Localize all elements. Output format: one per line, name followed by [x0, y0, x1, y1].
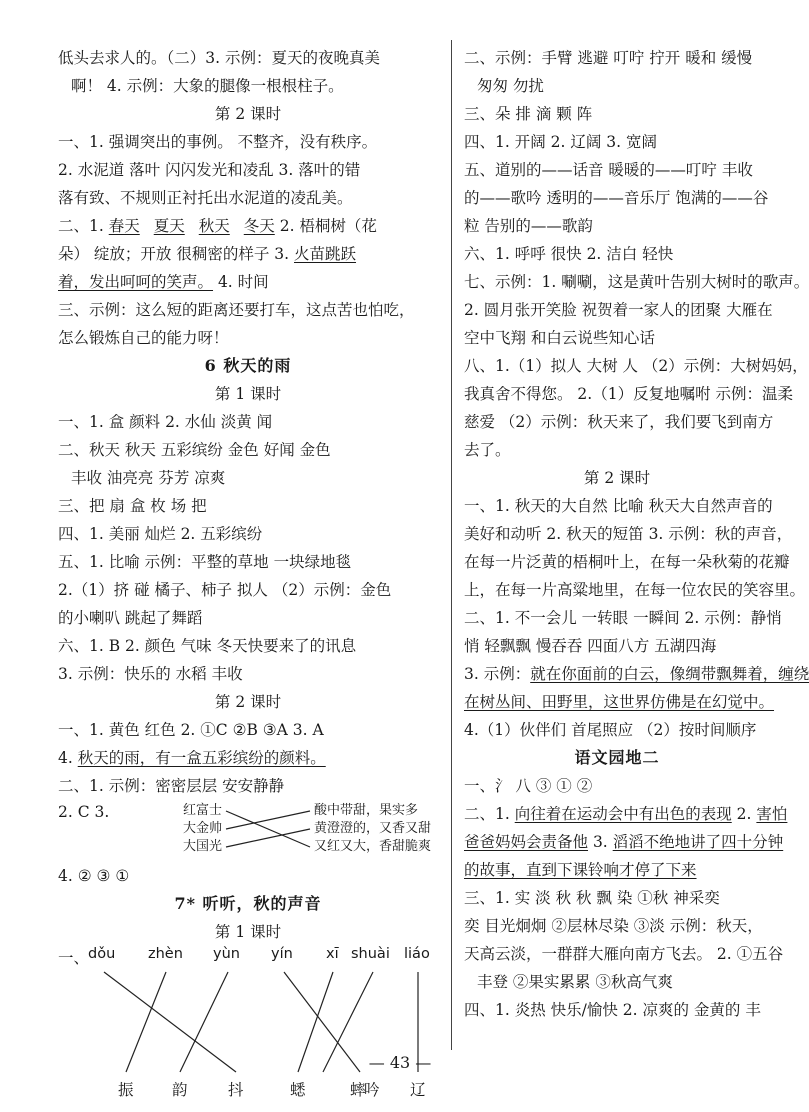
answer-line: 2.（1）挤 碰 橘子、柿子 拟人 （2）示例：金色 [58, 581, 392, 599]
match-left-item: 大金帅 [182, 821, 222, 836]
answer-line: 五、1. 比喻 示例：平整的草地 一块绿地毯 [58, 553, 352, 571]
underlined-answer: 火苗跳跃 [294, 245, 357, 263]
answer-line: 匆匆 勿扰 [477, 77, 544, 95]
answer-line: 去了。 [464, 441, 511, 459]
answer-line: 丰登 ②果实累累 ③秋高气爽 [477, 973, 673, 991]
answer-line [464, 688, 775, 716]
underlined-answer: 的故事，直到下课铃响才停了下来 [464, 861, 697, 879]
answer-line: 悄 轻飘飘 慢吞吞 四面八方 五湖四海 [464, 637, 717, 655]
left-column [58, 44, 438, 1106]
underlined-answer: 着，发出呵呵的笑声。 [58, 273, 214, 291]
answer-line [58, 268, 438, 296]
answer-line: 三、示例：这么短的距离还要打车，这点苦也怕吃， [58, 301, 415, 319]
hanzi-char: 韵 [172, 1081, 188, 1099]
matching-exercise [58, 800, 438, 862]
answer-line: 2. 水泥道 落叶 闪闪发光和凌乱 3. 落叶的错 [58, 161, 361, 179]
match-left-item: 红富士 [182, 803, 222, 818]
answer-line [464, 856, 770, 884]
answer-line [58, 744, 438, 772]
match-lines [224, 800, 312, 860]
hanzi-char: 蟋 [290, 1081, 306, 1099]
answer-text: 2. [731, 805, 757, 823]
answer-line: 三、1. 实 淡 秋 秋 飘 染 ①秋 神采奕 [464, 889, 720, 907]
page-number: — 43 — [368, 1053, 432, 1072]
answer-line: 一、1. 强调突出的事例。 不整齐，没有秩序。 [58, 133, 378, 151]
answer-line: 上，在每一片高粱地里，在每一位农民的笑容里。 [464, 581, 806, 599]
lesson-title: 6 秋天的雨 [204, 356, 292, 375]
answer-text: 4. 时间 [213, 273, 269, 291]
hanzi-char: 辽 [410, 1081, 426, 1099]
answer-text: 二、1. [58, 217, 109, 235]
hanzi-char: 抖 [228, 1081, 244, 1099]
answer-line: 六、1. 呼呼 很快 2. 洁白 轻快 [464, 245, 674, 263]
answer-text: 3. [588, 833, 613, 851]
answer-line: 落有致、不规则正衬托出水泥道的凌乱美。 [58, 189, 353, 207]
lesson-title: 7* 听听，秋的声音 [174, 894, 322, 913]
underlined-answer: 春天 [108, 217, 140, 235]
answer-line: 粒 告别的——歌韵 [464, 217, 593, 235]
answer-line: 的小喇叭 跳起了舞蹈 [58, 609, 203, 627]
lesson-heading: 第 2 课时 [214, 105, 282, 123]
answer-line: 四、1. 开阔 2. 辽阔 3. 宽阔 [464, 133, 658, 151]
answer-line: 一、氵 八 ③ ① ② [464, 777, 593, 795]
answer-line: 怎么锻炼自己的能力呀！ [58, 329, 229, 347]
hanzi-char: 蟀 [350, 1081, 366, 1099]
match-right-item: 酸中带甜，果实多 [314, 803, 419, 818]
column-divider [451, 40, 452, 1050]
pinyin-syllable: zhèn [148, 946, 183, 962]
answer-line: 五、道别的——话音 暖暖的——叮咛 丰收 [464, 161, 753, 179]
answer-line: 六、1. B 2. 颜色 气味 冬天快要来了的讯息 [58, 637, 357, 655]
pinyin-syllable: xī [326, 946, 339, 962]
answer-line: 的——歌吟 透明的——音乐厅 饱满的——谷 [464, 189, 769, 207]
answer-line: 慈爱 （2）示例：秋天来了，我们要飞到南方 [464, 413, 774, 431]
answer-line [58, 212, 438, 240]
right-column [464, 44, 809, 1024]
answer-line [464, 660, 809, 688]
pinyin-syllable: liáo [404, 946, 430, 962]
lesson-heading: 第 1 课时 [214, 923, 282, 941]
answer-line: 啊！ 4. 示例：大象的腿像一根根柱子。 [71, 77, 344, 95]
section-title: 语文园地二 [574, 748, 660, 767]
pinyin-prefix: 一、 [58, 949, 90, 967]
answer-line: 3. 示例：快乐的 水稻 丰收 [58, 665, 243, 683]
lesson-heading: 第 1 课时 [214, 385, 282, 403]
answer-line [464, 828, 784, 856]
answer-line: 四、1. 美丽 灿烂 2. 五彩缤纷 [58, 525, 263, 543]
match-left-item: 大国光 [182, 839, 222, 854]
answer-line: 我真舍不得您。 2.（1）反复地嘱咐 示例：温柔 [464, 385, 794, 403]
pinyin-syllable: yùn [213, 946, 240, 962]
answer-line: 丰收 油亮亮 芬芳 凉爽 [71, 469, 226, 487]
answer-line: 空中飞翔 和白云说些知心话 [464, 329, 655, 347]
answer-line [464, 800, 788, 828]
answer-line: 七、示例：1. 唰唰，这是黄叶告别大树时的歌声。 [464, 273, 809, 291]
answer-line: 4. ② ③ ① [58, 867, 130, 885]
answer-line: 二、1. 不一会儿 一转眼 一瞬间 2. 示例：静悄 [464, 609, 782, 627]
underlined-answer: 夏天 [153, 217, 185, 235]
pinyin-syllable: yín [271, 946, 293, 962]
match-right-item: 黄澄澄的，又香又甜 [314, 821, 432, 836]
answer-line: 在每一片泛黄的梧桐叶上，在每一朵秋菊的花瓣 [464, 553, 790, 571]
answer-line: 三、把 扇 盒 枚 场 把 [58, 497, 207, 515]
hanzi-char: 吟 [364, 1081, 380, 1099]
answer-text: 二、1. [464, 805, 515, 823]
answer-line: 一、1. 秋天的大自然 比喻 秋天大自然声音的 [464, 497, 773, 515]
match-prefix: 2. C 3. [58, 803, 110, 821]
hanzi-char: 振 [118, 1081, 134, 1099]
underlined-answer: 滔滔不绝地讲了四十分钟 [612, 833, 784, 851]
answer-line: 美好和动听 2. 秋天的短笛 3. 示例：秋的声音， [464, 525, 793, 543]
answer-line: 2. 圆月张开笑脸 祝贺着一家人的团聚 大雁在 [464, 301, 773, 319]
answer-line [58, 240, 438, 268]
answer-line: 一、1. 盒 颜料 2. 水仙 淡黄 闻 [58, 413, 273, 431]
answer-line: 天高云淡，一群群大雁向南方飞去。 2. ①五谷 [464, 945, 784, 963]
pinyin-matching [58, 946, 438, 1106]
underlined-answer: 秋天的雨，有一盒五彩缤纷的颜料。 [77, 749, 326, 767]
answer-text: 4. [58, 749, 78, 767]
answer-line: 二、1. 示例：密密层层 安安静静 [58, 777, 285, 795]
answer-line: 4.（1）伙伴们 首尾照应 （2）按时间顺序 [464, 721, 757, 739]
answer-line: 二、示例：手臂 逃避 叮咛 拧开 暖和 缓慢 [464, 49, 753, 67]
lesson-heading: 第 2 课时 [583, 469, 651, 487]
answer-text: 2. 梧桐树（花 [274, 217, 377, 235]
answer-text: 朵） 绽放；开放 很稠密的样子 3. [58, 245, 294, 263]
match-right-item: 又红又大，香甜脆爽 [314, 839, 432, 854]
pinyin-syllable: shuài [351, 946, 390, 962]
answer-line: 四、1. 炎热 快乐/愉快 2. 凉爽的 金黄的 丰 [464, 1001, 761, 1019]
answer-line: 二、秋天 秋天 五彩缤纷 金色 好闻 金色 [58, 441, 331, 459]
underlined-answer: 害怕 [756, 805, 788, 823]
underlined-answer: 就在你面前的白云，像绸带飘舞着，缠绕 [530, 665, 809, 683]
answer-line: 八、1.（1）拟人 大树 人 （2）示例：大树妈妈， [464, 357, 808, 375]
underlined-answer: 秋天 [198, 217, 230, 235]
answer-line: 奕 目光炯炯 ②层林尽染 ③淡 示例：秋天， [464, 917, 763, 935]
underlined-answer: 冬天 [243, 217, 275, 235]
underlined-answer: 向往着在运动会中有出色的表现 [514, 805, 732, 823]
underlined-answer: 爸爸妈妈会责备他 [464, 833, 589, 851]
answer-line: 低头去求人的。（二）3. 示例：夏天的夜晚真美 [58, 49, 380, 67]
lesson-heading: 第 2 课时 [214, 693, 282, 711]
answer-text: 3. 示例： [464, 665, 531, 683]
underlined-answer: 在树丛间、田野里，这世界仿佛是在幻觉中。 [464, 693, 775, 711]
answer-line: 一、1. 黄色 红色 2. ①C ②B ③A 3. A [58, 721, 324, 739]
answer-line: 三、朵 排 滴 颗 阵 [464, 105, 593, 123]
pinyin-syllable: dǒu [88, 946, 116, 962]
